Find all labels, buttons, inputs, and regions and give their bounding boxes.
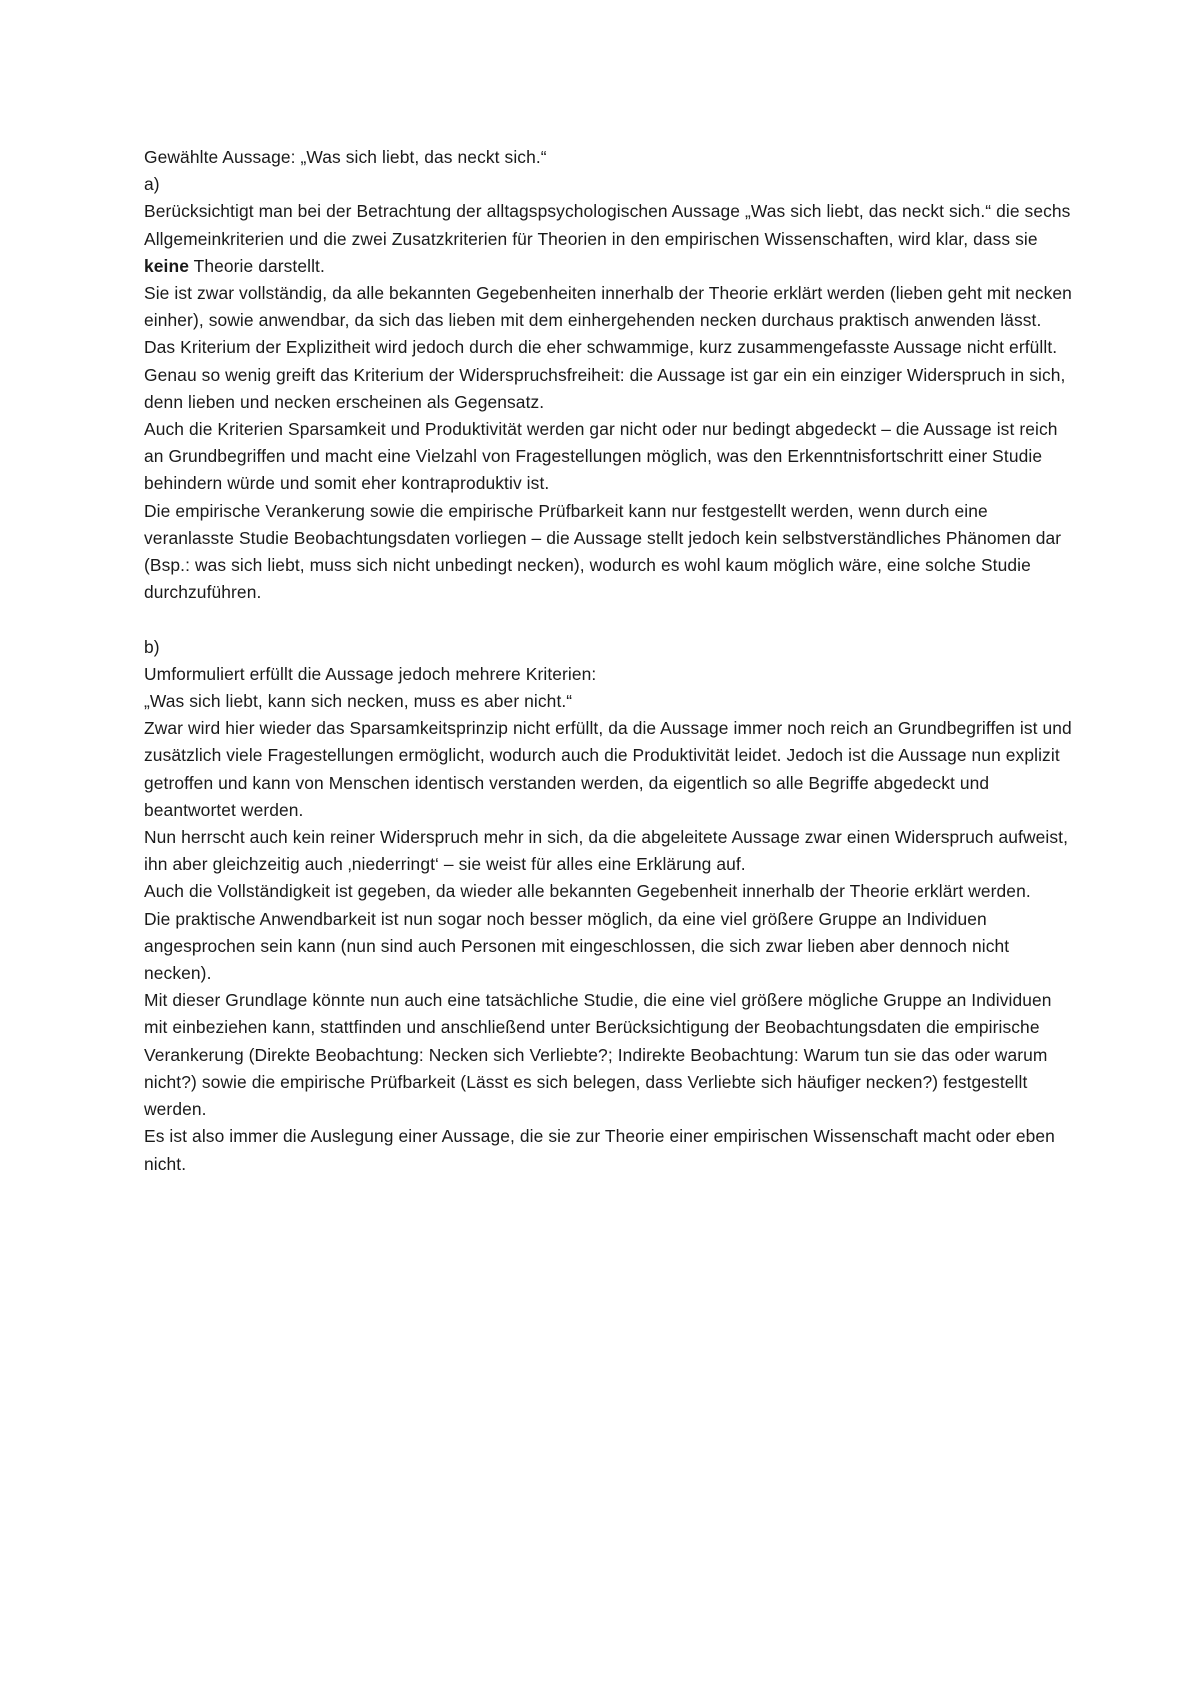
document-page bbox=[144, 144, 1077, 1178]
section-b-paragraph-7: Mit dieser Grundlage könnte nun auch eine tatsächliche Studie, die eine viel größere mögliche Gruppe an Individuen mit einbeziehen kann, stattfinden und anschließend unter Berücksichtigung der Beobachtungsdaten die empirische Verankerung (Direkte Beobachtung: Necken sich Verliebte?; Indirekte Beobachtung: Warum tun sie das oder warum nicht?) sowie die empirische Prüfbarkeit (Lässt es sich belegen, dass Verliebte sich häufiger necken?) festgestellt werden. bbox=[144, 990, 1057, 1120]
section-a-paragraph-3: Das Kriterium der Explizitheit wird jedoch durch die eher schwammige, kurz zusammengefasste Aussage nicht erfüllt. Genau so wenig greift das Kriterium der Widerspruchsfreiheit: die Aussage ist gar ein ein einziger Widerspruch in sich, denn lieben und necken erscheinen als Gegensatz. bbox=[144, 337, 1071, 412]
paragraph-text: Berücksichtigt man bei der Betrachtung der alltagspsychologischen Aussage „Was sich liebt, das neckt sich.“ die sechs Allgemeinkriterien und die zwei Zusatzkriterien für Theorien in den empirischen Wissenschaften, wird klar, dass sie bbox=[144, 201, 1075, 249]
section-a-paragraph-2: Sie ist zwar vollständig, da alle bekannten Gegebenheiten innerhalb der Theorie erklärt werden (lieben geht mit necken einher), sowie anwendbar, da sich das lieben mit dem einhergehenden necken durchaus praktisch anwenden lässt. bbox=[144, 283, 1077, 331]
section-b-label: b) bbox=[144, 636, 160, 657]
emphasis-keine: keine bbox=[144, 255, 189, 276]
section-b-paragraph-3: Zwar wird hier wieder das Sparsamkeitsprinzip nicht erfüllt, da die Aussage immer noch reich an Grundbegriffen ist und zusätzlich viele Fragestellungen ermöglicht, wodurch auch die Produktivität leidet. Jedoch ist die Aussage nun explizit getroffen und kann von Menschen identisch verstanden werden, da eigentlich so alle Begriffe abgedeckt und beantwortet werden. bbox=[144, 718, 1077, 820]
section-a-paragraph-4: Auch die Kriterien Sparsamkeit und Produktivität werden gar nicht oder nur bedingt abgedeckt – die Aussage ist reich an Grundbegriffen und macht eine Vielzahl von Fragestellungen möglich, was den Erkenntnisfortschritt einer Studie behindern würde und somit eher kontraproduktiv ist. bbox=[144, 419, 1063, 494]
section-a-label: a) bbox=[144, 174, 160, 195]
section-a-paragraph-5: Die empirische Verankerung sowie die empirische Prüfbarkeit kann nur festgestellt werden, wenn durch eine veranlasste Studie Beobachtungsdaten vorliegen – die Aussage stellt jedoch kein selbstverständliches Phänomen dar (Bsp.: was sich liebt, muss sich nicht unbedingt necken), wodurch es wohl kaum möglich wäre, eine solche Studie durchzuführen. bbox=[144, 500, 1067, 603]
section-b-paragraph-6: Die praktische Anwendbarkeit ist nun sogar noch besser möglich, da eine viel größere Gruppe an Individuen angesprochen sein kann (nun sind auch Personen mit eingeschlossen, die sich zwar lieben aber dennoch nicht necken). bbox=[144, 908, 1015, 984]
section-a-paragraph-1 bbox=[144, 198, 1074, 280]
section-b-paragraph-4: Nun herrscht auch kein reiner Widerspruch mehr in sich, da die abgeleitete Aussage zwar einen Widerspruch aufweist, ihn aber gleichzeitig auch ‚niederringt‘ – sie weist für alles eine Erklärung auf. bbox=[144, 827, 1073, 875]
section-b-paragraph-1: Umformuliert erfüllt die Aussage jedoch mehrere Kriterien: bbox=[144, 663, 597, 684]
section-b-paragraph-8: Es ist also immer die Auslegung einer Aussage, die sie zur Theorie einer empirischen Wissenschaft macht oder eben nicht. bbox=[144, 1126, 1060, 1174]
section-b-reformulated-statement: „Was sich liebt, kann sich necken, muss es aber nicht.“ bbox=[144, 691, 573, 712]
document-heading: Gewählte Aussage: „Was sich liebt, das neckt sich.“ bbox=[144, 147, 547, 167]
section-b-paragraph-5: Auch die Vollständigkeit ist gegeben, da wieder alle bekannten Gegebenheit innerhalb der Theorie erklärt werden. bbox=[144, 881, 1031, 902]
blank-line bbox=[144, 606, 1074, 633]
paragraph-text: Theorie darstellt. bbox=[188, 255, 325, 276]
